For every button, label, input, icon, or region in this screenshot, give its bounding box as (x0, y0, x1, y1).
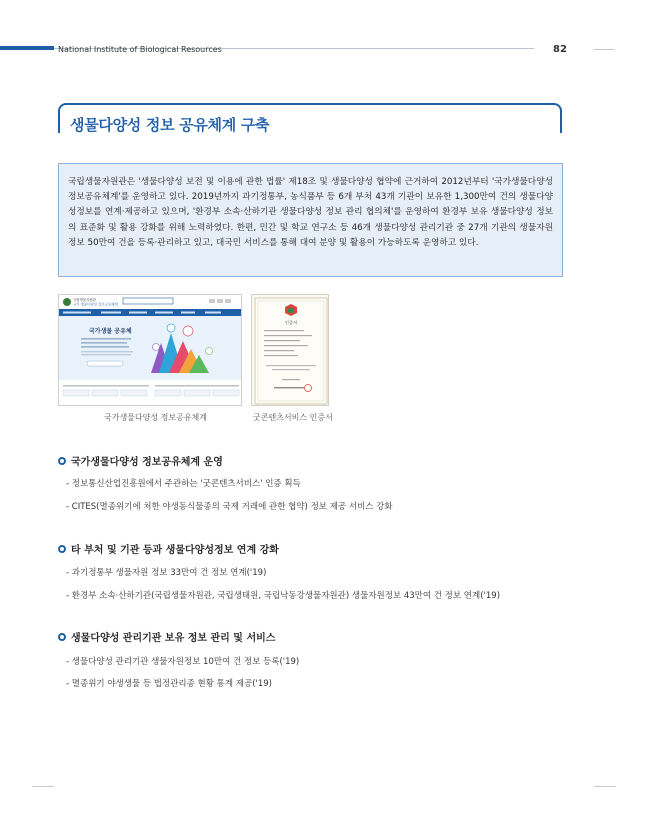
circle-bullet-icon (58, 457, 66, 465)
footer-dash-right (594, 786, 616, 787)
subsection-heading-1 (58, 453, 223, 468)
list-item: - 생물다양성 관리기관 생물자원정보 10만여 건 정보 등록('19) (66, 657, 300, 667)
subsection-heading-3 (58, 629, 275, 644)
page-number: 82 (553, 44, 567, 55)
site-logo-icon (63, 298, 71, 306)
intro-box (58, 163, 563, 277)
circle-bullet-icon (58, 633, 66, 641)
certificate-image (251, 294, 329, 406)
site-logo-line1: 국립생물자원관 (73, 298, 96, 302)
certificate-illustration (252, 295, 329, 406)
site-banner (59, 316, 242, 380)
running-header-title: National Institute of Biological Resources (58, 45, 222, 54)
section-title: 생물다양성 정보 공유체계 구축 (70, 116, 270, 134)
list-item: - 환경부 소속·산하기관(국립생물자원관, 국립생태원, 국립낙동강생물자원관) 생물자원정보 43만여 건 정보 연계('19) (66, 591, 501, 601)
list-item: - CITES(멸종위기에 처한 야생동식물종의 국제 거래에 관한 협약) 정보 제공 서비스 강화 (66, 502, 393, 512)
list-item: - 과기정통부 생물자원 정보 33만여 건 정보 연계('19) (66, 568, 267, 578)
figure-caption-certificate: 굿콘텐츠서비스 인증서 (253, 413, 333, 422)
site-search-box (123, 298, 173, 304)
banner-title: 국가생물 공유체 (89, 328, 132, 335)
website-screenshot (58, 294, 242, 406)
list-item: - 멸종위기 야생생물 등 법정관리종 현황 통계 제공('19) (66, 679, 272, 689)
subsection-heading-1-text: 국가생물다양성 정보공유체계 운영 (71, 457, 223, 468)
circle-bullet-icon (58, 545, 66, 553)
footer-dash-left (32, 786, 54, 787)
cert-title: 인증서 (284, 320, 298, 325)
subsection-heading-3-text: 생물다양성 관리기관 보유 정보 관리 및 서비스 (71, 633, 276, 644)
intro-paragraph: 국립생물자원관은 '생물다양성 보전 및 이용에 관한 법률' 제18조 및 생물다양성 협약에 근거하여 2012년부터 '국가생물다양성 정보공유체계'를 운영하고 있다. 2019년까지 과기정통부, 농식품부 등 6개 부처 43개 기관이 보유한 1,300만여 건의 생물다양성정보를 연계·제공하고 있으며, '환경부 소속·산하기관 생물다양성 정보 관리 협의체'를 운영하여 환경부 보유 생물다양성 정보의 표준화 및 활용 강화를 위해 노력하였다. 한편, 민간 및 학교 연구소 등 46개 생물다양성 관리기관 중 27개 기관의 생물자원 정보 50만여 건을 등록·관리하고 있고, 대국민 서비스를 통해 대여 분양 및 활용이 가능하도록 운영하고 있다. (68, 177, 553, 248)
site-logo-line2: 국가 생물다양성 정보공유체계 (73, 302, 118, 307)
header-accent-bar (0, 46, 54, 50)
figure-caption-website: 국가생물다양성 정보공유체계 (104, 413, 208, 422)
list-item: - 정보통신산업진흥원에서 주관하는 '굿콘텐츠서비스' 인증 획득 (66, 479, 301, 489)
header-dash (594, 49, 614, 50)
subsection-heading-2-text: 타 부처 및 기관 등과 생물다양성정보 연계 강화 (71, 545, 279, 556)
website-illustration (59, 295, 242, 406)
subsection-heading-2 (58, 541, 279, 556)
